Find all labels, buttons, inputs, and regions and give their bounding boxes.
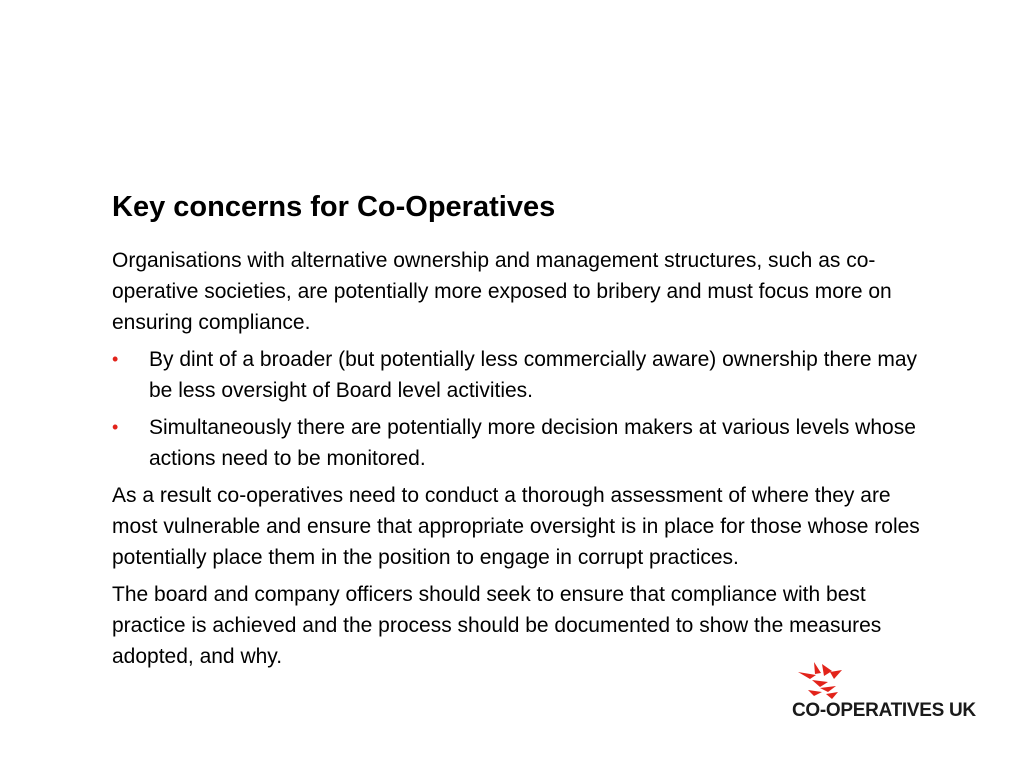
bullet-text: Simultaneously there are potentially more decision makers at various levels whose actions need to be monitored. [149, 416, 916, 470]
intro-paragraph: Organisations with alternative ownership and management structures, such as co-operative societies, are potentially more exposed to bribery and must focus more on ensuring compliance. [112, 249, 892, 334]
board-paragraph: The board and company officers should seek to ensure that compliance with best practice is achieved and the process should be documented to show the measures adopted, and why. [112, 583, 882, 668]
assessment-paragraph: As a result co-operatives need to conduct a thorough assessment of where they are most vulnerable and ensure that appropriate oversight is in place for those whose roles potentially place them in the position to engage in corrupt practices. [112, 484, 920, 569]
logo-text: CO-OPERATIVES UK [792, 700, 976, 721]
slide-body [112, 245, 922, 678]
slide-title: Key concerns for Co-Operatives [112, 191, 556, 223]
bullet-icon: • [112, 417, 119, 437]
bullet-list [112, 344, 922, 474]
bullet-text: By dint of a broader (but potentially less commercially aware) ownership there may be less oversight of Board level activities. [149, 348, 918, 402]
bullet-item [112, 344, 922, 406]
bullet-item [112, 412, 922, 474]
co-operatives-uk-logo [792, 660, 992, 724]
co-operatives-uk-birds-logo-icon [794, 660, 846, 702]
bullet-icon: • [112, 349, 119, 369]
